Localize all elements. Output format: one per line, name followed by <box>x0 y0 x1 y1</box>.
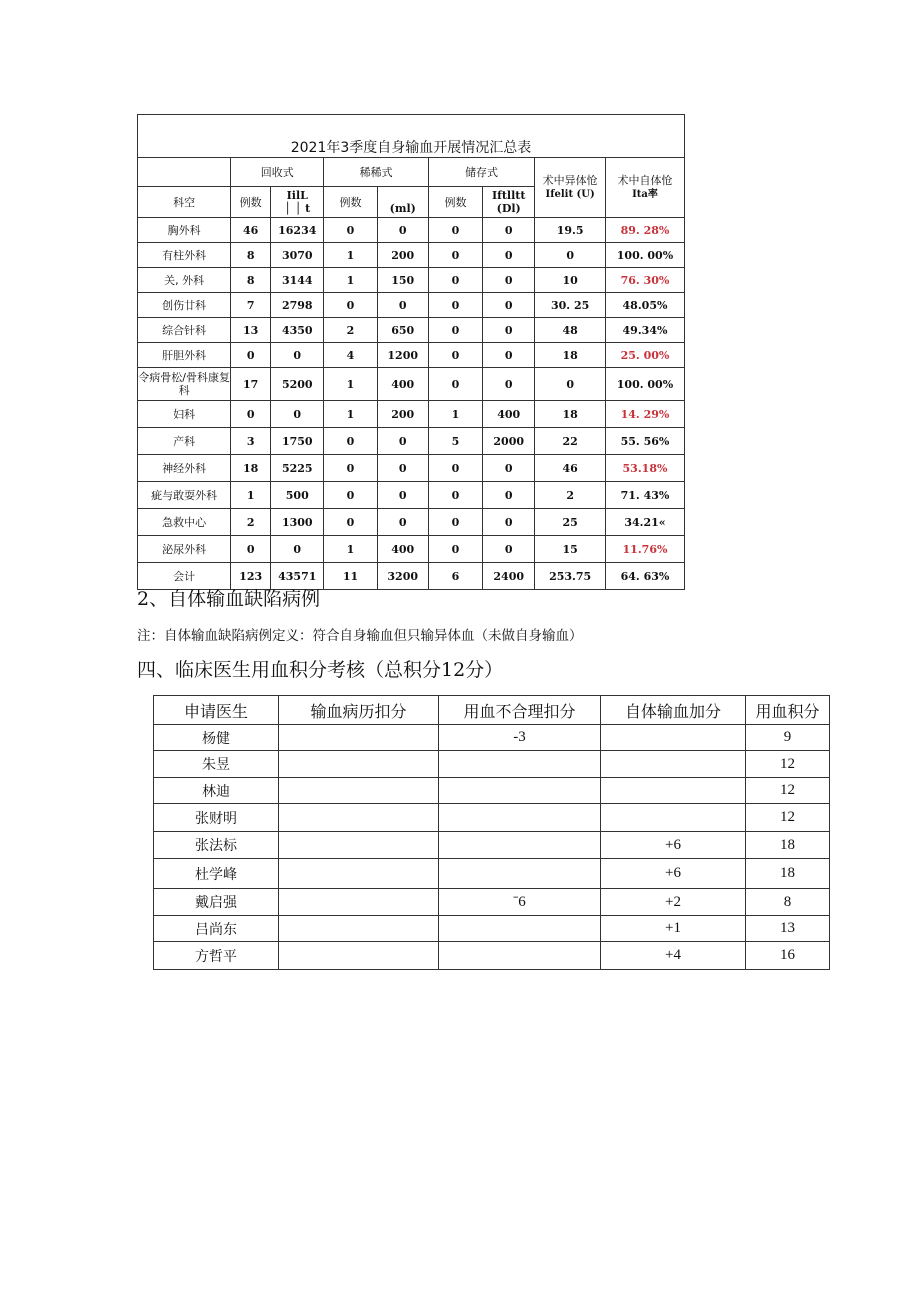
header-unreasonable-deduction: 用血不合理扣分 <box>439 696 601 725</box>
dept-cell: 急救中心 <box>138 509 231 536</box>
table-row <box>154 804 830 832</box>
dept-cell: 综合针科 <box>138 318 231 343</box>
dilution-cases-cell: 1 <box>324 401 377 428</box>
storage-cases-cell: 0 <box>428 343 482 368</box>
autologous-rate-cell: 25. 00% <box>605 343 684 368</box>
table-row <box>138 343 685 368</box>
dept-cell: 泌尿外科 <box>138 536 231 563</box>
recovery-cases-cell: 3 <box>231 428 271 455</box>
storage-volume-header-line2: (Dl) <box>496 202 521 215</box>
dilution-cases-cell: 0 <box>324 428 377 455</box>
dilution-volume-cell: 200 <box>377 401 428 428</box>
storage-volume-cell: 0 <box>483 268 535 293</box>
record-deduction-cell <box>279 832 439 859</box>
allogeneic-units-cell: 253.75 <box>535 563 606 590</box>
recovery-volume-cell: 5200 <box>271 368 324 401</box>
allogeneic-units-cell: 22 <box>535 428 606 455</box>
autologous-bonus-cell: +2 <box>601 889 746 916</box>
record-deduction-cell <box>279 725 439 751</box>
dept-cell: 神经外科 <box>138 455 231 482</box>
recovery-cases-cell: 18 <box>231 455 271 482</box>
allogeneic-units-cell: 18 <box>535 401 606 428</box>
dilution-volume-cell: 0 <box>377 293 428 318</box>
recovery-cases-cell: 123 <box>231 563 271 590</box>
storage-cases-cell: 0 <box>428 318 482 343</box>
recovery-volume-cell: 3144 <box>271 268 324 293</box>
recovery-cases-cell: 2 <box>231 509 271 536</box>
dilution-volume-cell: 150 <box>377 268 428 293</box>
dilution-cases-cell: 4 <box>324 343 377 368</box>
recovery-cases-cell: 0 <box>231 343 271 368</box>
recovery-cases-cell: 8 <box>231 268 271 293</box>
recovery-volume-cell: 0 <box>271 343 324 368</box>
storage-volume-header-line1: Iftlltt <box>491 189 526 202</box>
dept-header: 科空 <box>138 187 231 218</box>
table-row <box>154 889 830 916</box>
blood-use-score-cell: 18 <box>746 832 830 859</box>
record-deduction-cell <box>279 804 439 832</box>
header-score: 用血积分 <box>746 696 830 725</box>
allogeneic-units-cell: 10 <box>535 268 606 293</box>
autologous-rate-cell: 55. 56% <box>605 428 684 455</box>
autologous-rate-cell: 100. 00% <box>605 243 684 268</box>
table-row <box>138 509 685 536</box>
storage-volume-cell: 0 <box>483 368 535 401</box>
dilution-cases-cell: 0 <box>324 482 377 509</box>
dilution-header: 稀稀式 <box>324 158 428 187</box>
doctor-name-cell: 林迪 <box>154 778 279 804</box>
dept-cell: 令病骨松/骨科康复科 <box>138 368 231 401</box>
blood-use-score-cell: 12 <box>746 804 830 832</box>
dilution-cases-cell: 0 <box>324 293 377 318</box>
recovery-volume-cell: 0 <box>271 401 324 428</box>
autologous-bonus-cell <box>601 778 746 804</box>
table-row <box>138 293 685 318</box>
table-row <box>138 482 685 509</box>
dilution-cases-cell: 1 <box>324 536 377 563</box>
autologous-bonus-cell <box>601 804 746 832</box>
table-row <box>154 751 830 778</box>
dept-cell: 肝胆外科 <box>138 343 231 368</box>
storage-volume-cell: 0 <box>483 536 535 563</box>
dilution-volume-cell: 0 <box>377 428 428 455</box>
allogeneic-header-line1: 术中异体怆 <box>542 173 598 187</box>
storage-volume-cell: 2400 <box>483 563 535 590</box>
dilution-volume-cell: 0 <box>377 509 428 536</box>
unreasonable-deduction-cell <box>439 778 601 804</box>
storage-cases-cell: 0 <box>428 218 482 243</box>
score-table-header-row <box>154 696 830 725</box>
dilution-volume-cell: 0 <box>377 218 428 243</box>
dilution-volume-cell: 400 <box>377 536 428 563</box>
dilution-cases-cell: 1 <box>324 243 377 268</box>
dilution-cases-cell: 1 <box>324 268 377 293</box>
storage-cases-cell: 0 <box>428 243 482 268</box>
dilution-volume-cell: 650 <box>377 318 428 343</box>
recovery-volume-cell: 0 <box>271 536 324 563</box>
recovery-volume-cell: 1300 <box>271 509 324 536</box>
recovery-cases-cell: 17 <box>231 368 271 401</box>
dept-cell: 疵与敢耍外科 <box>138 482 231 509</box>
record-deduction-cell <box>279 942 439 970</box>
dept-cell: 有柱外科 <box>138 243 231 268</box>
recovery-cases-cell: 0 <box>231 536 271 563</box>
storage-cases-cell: 5 <box>428 428 482 455</box>
recovery-volume-cell: 1750 <box>271 428 324 455</box>
header-doctor: 申请医生 <box>154 696 279 725</box>
allogeneic-units-cell: 0 <box>535 368 606 401</box>
dept-cell: 会计 <box>138 563 231 590</box>
dilution-cases-cell: 1 <box>324 368 377 401</box>
unreasonable-deduction-cell: -3 <box>439 725 601 751</box>
section-4-heading: 四、临床医生用血积分考核（总积分12分） <box>137 659 504 681</box>
dilution-volume-cell: 400 <box>377 368 428 401</box>
doctor-name-cell: 张财明 <box>154 804 279 832</box>
storage-volume-cell: 400 <box>483 401 535 428</box>
table-row <box>138 428 685 455</box>
table-row <box>154 778 830 804</box>
autologous-rate-cell: 53.18% <box>605 455 684 482</box>
storage-cases-cell: 0 <box>428 509 482 536</box>
blood-use-score-cell: 12 <box>746 778 830 804</box>
unreasonable-deduction-cell <box>439 832 601 859</box>
storage-volume-cell: 0 <box>483 218 535 243</box>
allogeneic-units-cell: 0 <box>535 243 606 268</box>
storage-cases-header: 例数 <box>428 187 482 218</box>
dilution-volume-header: (ml) <box>377 187 428 218</box>
storage-cases-cell: 0 <box>428 482 482 509</box>
unreasonable-deduction-cell <box>439 751 601 778</box>
table-title: 2021年3季度自身输血开展情况汇总表 <box>138 115 685 158</box>
header-record-deduction: 输血病历扣分 <box>279 696 439 725</box>
doctor-name-cell: 朱昱 <box>154 751 279 778</box>
allogeneic-units-cell: 30. 25 <box>535 293 606 318</box>
table-row <box>154 859 830 889</box>
allogeneic-units-cell: 46 <box>535 455 606 482</box>
unreasonable-deduction-cell: ˉ6 <box>439 889 601 916</box>
dept-cell: 产科 <box>138 428 231 455</box>
autologous-rate-cell: 11.76% <box>605 536 684 563</box>
recovery-cases-cell: 46 <box>231 218 271 243</box>
autologous-bonus-cell: +4 <box>601 942 746 970</box>
header-autologous-bonus: 自体输血加分 <box>601 696 746 725</box>
record-deduction-cell <box>279 778 439 804</box>
table-row <box>138 368 685 401</box>
doctor-name-cell: 吕尚东 <box>154 916 279 942</box>
doctor-name-cell: 杨健 <box>154 725 279 751</box>
allogeneic-units-cell: 18 <box>535 343 606 368</box>
recovery-volume-cell: 3070 <box>271 243 324 268</box>
dilution-volume-cell: 200 <box>377 243 428 268</box>
allogeneic-units-cell: 19.5 <box>535 218 606 243</box>
storage-volume-cell: 0 <box>483 509 535 536</box>
table-row <box>154 916 830 942</box>
table-row <box>154 832 830 859</box>
recovery-header: 回收式 <box>231 158 324 187</box>
table-row <box>138 401 685 428</box>
dilution-cases-cell: 2 <box>324 318 377 343</box>
storage-cases-cell: 1 <box>428 401 482 428</box>
blood-use-score-cell: 13 <box>746 916 830 942</box>
storage-cases-cell: 0 <box>428 293 482 318</box>
table-row <box>138 218 685 243</box>
autologous-rate-cell: 89. 28% <box>605 218 684 243</box>
autologous-header-line2: Ita率 <box>632 188 658 200</box>
doctor-name-cell: 方哲平 <box>154 942 279 970</box>
dilution-cases-cell: 0 <box>324 509 377 536</box>
dilution-volume-cell: 0 <box>377 455 428 482</box>
intraop-allogeneic-header <box>535 158 606 218</box>
allogeneic-units-cell: 25 <box>535 509 606 536</box>
recovery-volume-cell: 16234 <box>271 218 324 243</box>
recovery-cases-cell: 13 <box>231 318 271 343</box>
record-deduction-cell <box>279 751 439 778</box>
storage-cases-cell: 0 <box>428 455 482 482</box>
storage-volume-cell: 0 <box>483 318 535 343</box>
dilution-volume-cell: 3200 <box>377 563 428 590</box>
record-deduction-cell <box>279 859 439 889</box>
intraop-autologous-rate-header <box>605 158 684 218</box>
table-row <box>154 725 830 751</box>
blood-use-score-cell: 9 <box>746 725 830 751</box>
recovery-volume-cell: 4350 <box>271 318 324 343</box>
blood-use-score-cell: 16 <box>746 942 830 970</box>
allogeneic-header-line2: Ifelit (U) <box>545 188 595 200</box>
dilution-cases-header: 例数 <box>324 187 377 218</box>
unreasonable-deduction-cell <box>439 916 601 942</box>
record-deduction-cell <box>279 916 439 942</box>
recovery-cases-cell: 1 <box>231 482 271 509</box>
recovery-cases-cell: 7 <box>231 293 271 318</box>
dept-cell: 关, 外科 <box>138 268 231 293</box>
table-row <box>154 942 830 970</box>
doctor-name-cell: 戴启强 <box>154 889 279 916</box>
dilution-cases-cell: 11 <box>324 563 377 590</box>
recovery-cases-header: 例数 <box>231 187 271 218</box>
table-row <box>138 318 685 343</box>
doctor-name-cell: 张法标 <box>154 832 279 859</box>
storage-cases-cell: 6 <box>428 563 482 590</box>
allogeneic-units-cell: 48 <box>535 318 606 343</box>
recovery-volume-cell: 5225 <box>271 455 324 482</box>
unreasonable-deduction-cell <box>439 804 601 832</box>
autologous-header-line1: 术中自体怆 <box>617 173 673 187</box>
storage-header: 储存式 <box>428 158 534 187</box>
storage-cases-cell: 0 <box>428 536 482 563</box>
allogeneic-units-cell: 15 <box>535 536 606 563</box>
recovery-volume-cell: 500 <box>271 482 324 509</box>
dilution-volume-cell: 1200 <box>377 343 428 368</box>
recovery-volume-header-line2: │ │ t <box>284 202 311 215</box>
recovery-volume-header <box>271 187 324 218</box>
unreasonable-deduction-cell <box>439 859 601 889</box>
dilution-cases-cell: 0 <box>324 218 377 243</box>
autologous-rate-cell: 71. 43% <box>605 482 684 509</box>
autologous-rate-cell: 76. 30% <box>605 268 684 293</box>
table-row <box>138 243 685 268</box>
blank-header-cell <box>138 158 231 187</box>
autologous-bonus-cell <box>601 725 746 751</box>
recovery-volume-header-line1: IilL <box>286 189 308 202</box>
blood-use-score-cell: 18 <box>746 859 830 889</box>
doctor-name-cell: 杜学峰 <box>154 859 279 889</box>
storage-cases-cell: 0 <box>428 268 482 293</box>
record-deduction-cell <box>279 889 439 916</box>
autologous-rate-cell: 49.34% <box>605 318 684 343</box>
allogeneic-units-cell: 2 <box>535 482 606 509</box>
blood-use-score-cell: 8 <box>746 889 830 916</box>
storage-volume-cell: 0 <box>483 482 535 509</box>
autologous-rate-cell: 48.05% <box>605 293 684 318</box>
autologous-bonus-cell: +6 <box>601 859 746 889</box>
recovery-volume-cell: 2798 <box>271 293 324 318</box>
autologous-rate-cell: 64. 63% <box>605 563 684 590</box>
dept-cell: 胸外科 <box>138 218 231 243</box>
storage-volume-cell: 2000 <box>483 428 535 455</box>
doctor-blood-use-score-table <box>153 695 830 970</box>
recovery-cases-cell: 8 <box>231 243 271 268</box>
storage-volume-cell: 0 <box>483 293 535 318</box>
table-row <box>138 455 685 482</box>
autologous-bonus-cell <box>601 751 746 778</box>
storage-volume-cell: 0 <box>483 343 535 368</box>
autologous-rate-cell: 100. 00% <box>605 368 684 401</box>
autologous-rate-cell: 14. 29% <box>605 401 684 428</box>
dilution-volume-cell: 0 <box>377 482 428 509</box>
storage-volume-cell: 0 <box>483 455 535 482</box>
storage-cases-cell: 0 <box>428 368 482 401</box>
unreasonable-deduction-cell <box>439 942 601 970</box>
table-row <box>138 536 685 563</box>
autologous-bonus-cell: +6 <box>601 832 746 859</box>
storage-volume-header <box>483 187 535 218</box>
section-2-heading: 2、自体输血缺陷病例 <box>137 588 321 610</box>
autologous-transfusion-summary-table <box>137 114 685 590</box>
blood-use-score-cell: 12 <box>746 751 830 778</box>
definition-note: 注：自体输血缺陷病例定义：符合自身输血但只输异体血（未做自身输血） <box>137 628 583 644</box>
dilution-cases-cell: 0 <box>324 455 377 482</box>
dept-cell: 妇科 <box>138 401 231 428</box>
autologous-bonus-cell: +1 <box>601 916 746 942</box>
table-row <box>138 268 685 293</box>
recovery-volume-cell: 43571 <box>271 563 324 590</box>
storage-volume-cell: 0 <box>483 243 535 268</box>
autologous-rate-cell: 34.21« <box>605 509 684 536</box>
recovery-cases-cell: 0 <box>231 401 271 428</box>
dept-cell: 创伤廿科 <box>138 293 231 318</box>
